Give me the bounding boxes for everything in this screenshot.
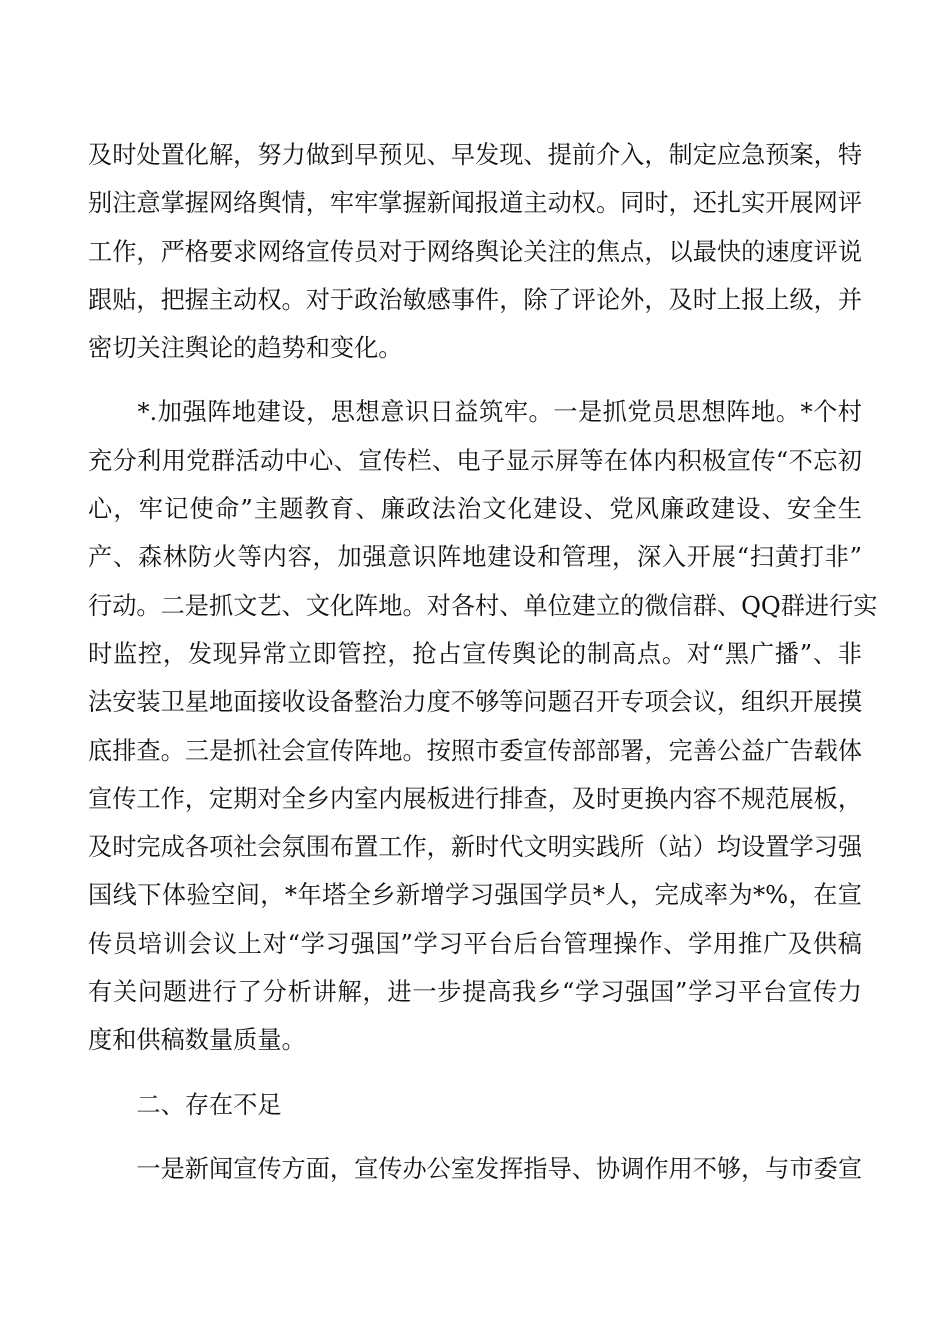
text-line: 法安装卫星地面接收设备整治力度不够等问题召开专项会议，组织开展摸 (88, 688, 863, 717)
text-line: 国线下体验空间，*年塔全乡新增学习强国学员*人，完成率为*%，在宣 (88, 881, 862, 910)
text-line: 时监控，发现异常立即管控，抢占宣传舆论的制高点。对“黑广播”、非 (88, 639, 862, 668)
text-line: 产、森林防火等内容，加强意识阵地建设和管理，深入开展“扫黄打非” (88, 543, 862, 572)
text-line: 心，牢记使命”主题教育、廉政法治文化建设、党风廉政建设、安全生 (88, 495, 862, 524)
text-line: 度和供稿数量质量。 (88, 1026, 306, 1055)
text-line: 有关问题进行了分析讲解，进一步提高我乡“学习强国”学习平台宣传力 (88, 978, 862, 1007)
section-heading-shortcomings: 二、存在不足 (88, 1090, 282, 1119)
text-line: *.加强阵地建设，思想意识日益筑牢。一是抓党员思想阵地。*个村 (88, 398, 862, 427)
text-line: 底排查。三是抓社会宣传阵地。按照市委宣传部部署，完善公益广告载体 (88, 736, 863, 765)
paragraph-public-opinion-handling (88, 131, 862, 372)
text-line: 别注意掌握网络舆情，牢牢掌握新闻报道主动权。同时，还扎实开展网评 (88, 189, 863, 218)
document-body (88, 131, 878, 1193)
text-line: 跟贴，把握主动权。对于政治敏感事件，除了评论外，及时上报上级，并 (88, 285, 863, 314)
text-line: 密切关注舆论的趋势和变化。 (88, 334, 403, 363)
paragraph-spacer (88, 372, 862, 388)
text-line: 工作，严格要求网络宣传员对于网络舆论关注的焦点，以最快的速度评说 (88, 237, 863, 266)
paragraph-news-publicity-shortcoming (88, 1145, 862, 1193)
text-line: 行动。二是抓文艺、文化阵地。对各村、单位建立的微信群、QQ群进行实 (88, 591, 878, 620)
text-line: 充分利用党群活动中心、宣传栏、电子显示屏等在体内积极宣传“不忘初 (88, 446, 862, 475)
text-line: 宣传工作，定期对全乡内室内展板进行排查，及时更换内容不规范展板， (88, 784, 863, 813)
paragraph-position-building (88, 388, 878, 1064)
text-line: 传员培训会议上对“学习强国”学习平台后台管理操作、学用推广及供稿 (88, 929, 862, 958)
paragraph-spacer (88, 1065, 862, 1081)
text-line: 一是新闻宣传方面，宣传办公室发挥指导、协调作用不够，与市委宣 (88, 1154, 863, 1183)
text-line: 及时完成各项社会氛围布置工作，新时代文明实践所（站）均设置学习强 (88, 833, 863, 862)
text-line: 及时处置化解，努力做到早预见、早发现、提前介入，制定应急预案，特 (88, 141, 863, 169)
paragraph-spacer (88, 1129, 862, 1145)
